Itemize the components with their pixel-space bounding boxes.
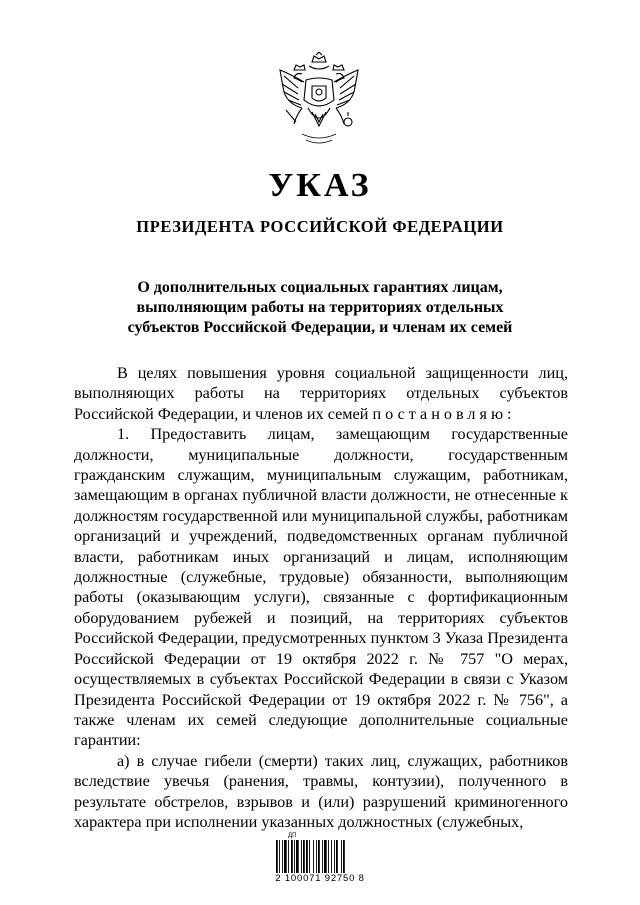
- barcode-mark: ДП: [288, 833, 297, 839]
- paragraph-1: 1. Предоставить лицам, замещающим государственные должности, муниципальные должности, государственным гражданским служащим, муниципальным служащим, работникам, замещающим в органах публичной власти должности, не отнесенные к должностям государственной или муниципальной службы, работникам организаций и учреждений, подведомственных органам публичной власти, работникам иных организаций и лицам, исполняющим должностные (служебные, трудовые) обязанности, выполняющим работы (оказывающим услуги), связанные с фортификационным оборудованием рубежей и позиций, на территориях субъектов Российской Федерации, предусмотренных пунктом 3 Указа Президента Российской Федерации от 19 октября 2022 г. № 757 "О мерах, осуществляемых в субъектах Российской Федерации в связи с Указом Президента Российской Федерации от 19 октября 2022 г. № 756", а также членам их семей следующие дополнительные социальные гарантии:: [74, 425, 569, 750]
- barcode: [276, 840, 360, 873]
- decree-body: [74, 363, 568, 832]
- barcode-number: 2 100071 92750 8: [275, 873, 365, 884]
- intro-verb: постановляю:: [372, 404, 516, 423]
- paragraph-1a: а) в случае гибели (смерти) таких лиц, служащих, работников вследствие увечья (ранения, травмы, контузии), полученного в результате обстрелов, взрывов и (или) разрушений криминогенного характера при исполнении указанных должностных (служебных,: [74, 751, 568, 831]
- document-title: УКАЗ: [268, 167, 372, 204]
- heading-line: выполняющим работы на территориях отдельных: [136, 299, 504, 316]
- decree-heading: [80, 278, 560, 338]
- document-subtitle: ПРЕЗИДЕНТА РОССИЙСКОЙ ФЕДЕРАЦИИ: [136, 217, 504, 236]
- intro-text: В целях повышения уровня социальной защищенности лиц, выполняющих работы на территориях отдельных субъектов Российской Федерации, и членов их семей: [74, 364, 568, 423]
- intro-paragraph: [74, 363, 568, 424]
- heading-line: субъектов Российской Федерации, и членам их семей: [127, 319, 513, 336]
- heading-line: О дополнительных социальных гарантиях лицам,: [137, 279, 503, 296]
- coat-of-arms-emblem: [272, 52, 366, 150]
